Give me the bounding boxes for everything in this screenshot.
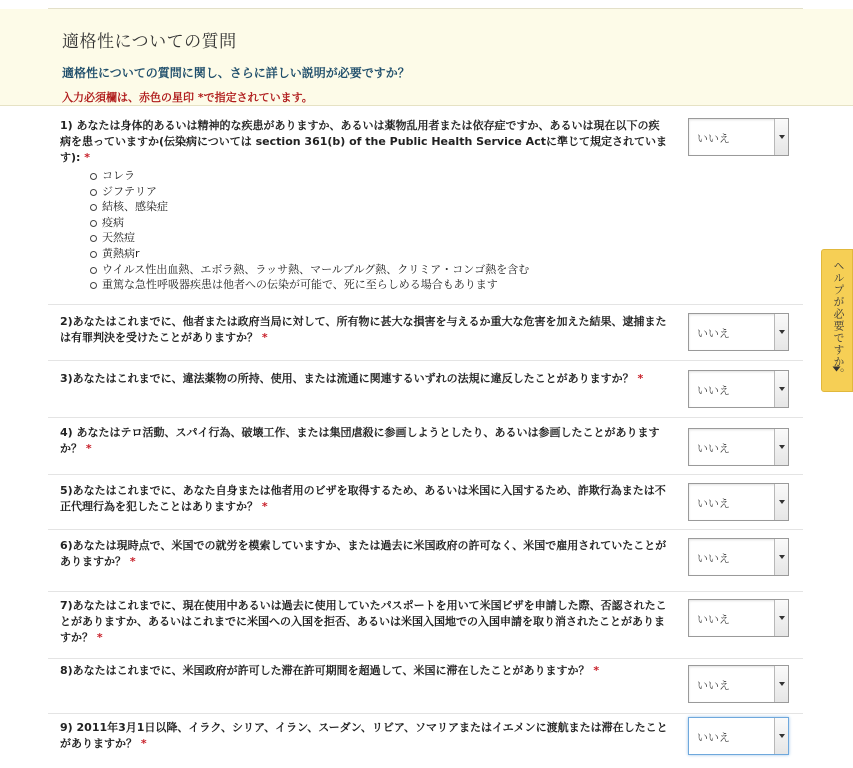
question-label-8: 8)あなたはこれまでに、米国政府が許可した滞在許可期間を超過して、米国に滞在したことがありますか？ bbox=[60, 664, 590, 677]
question-label-5: 5)あなたはこれまでに、あなた自身または他者用のビザを取得するため、あるいは米国に入国するため、詐欺行為または不正代理行為を犯したことはありますか？ bbox=[60, 484, 666, 513]
required-star: * bbox=[261, 500, 268, 513]
question-text-6 bbox=[60, 538, 670, 570]
answer-select-6[interactable] bbox=[688, 538, 789, 576]
question-row-3 bbox=[48, 361, 803, 418]
answer-select-4[interactable] bbox=[688, 428, 789, 466]
section-header bbox=[0, 9, 853, 106]
list-item: 重篤な急性呼吸器疾患は他者への伝染が可能で、死に至らしめる場合もあります bbox=[90, 277, 670, 293]
question-row-7 bbox=[48, 592, 803, 659]
list-item: 結核、感染症 bbox=[90, 199, 670, 215]
caret-icon bbox=[833, 367, 841, 372]
page-title: 適格性についての質問 bbox=[62, 32, 237, 52]
list-item: 疫病 bbox=[90, 215, 670, 231]
question-label-3: 3)あなたはこれまでに、違法薬物の所持、使用、または流通に関連するいずれの法規に違反したことがありますか？ bbox=[60, 372, 634, 385]
question-text-9 bbox=[60, 720, 670, 752]
question-text-3 bbox=[60, 371, 670, 387]
required-field-note: 入力必須欄は、赤色の星印 *で指定されています。 bbox=[62, 91, 313, 104]
help-question-link[interactable]: 適格性についての質問に関し、さらに詳しい説明が必要ですか？ bbox=[62, 66, 410, 80]
answer-select-1[interactable] bbox=[688, 118, 789, 156]
question-label-2: 2)あなたはこれまでに、他者または政府当局に対して、所有物に甚大な損害を与えるか重大な危害を加えた結果、逮捕または有罪判決を受けたことがありますか？ bbox=[60, 315, 667, 344]
answer-select-2[interactable] bbox=[688, 313, 789, 351]
required-star: * bbox=[85, 442, 92, 455]
question-text-7 bbox=[60, 598, 670, 646]
question-text-5 bbox=[60, 483, 670, 515]
help-tab[interactable] bbox=[821, 249, 853, 392]
answer-select-value: いいえ bbox=[697, 327, 730, 340]
answer-select-value: いいえ bbox=[697, 132, 730, 145]
chevron-down-icon[interactable] bbox=[774, 314, 788, 350]
chevron-down-icon[interactable] bbox=[774, 371, 788, 407]
answer-select-value: いいえ bbox=[697, 613, 730, 626]
required-star: * bbox=[593, 664, 600, 677]
question-row-2 bbox=[48, 305, 803, 361]
question-row-8 bbox=[48, 659, 803, 714]
list-item: コレラ bbox=[90, 168, 670, 184]
question-label-9: 9) 2011年3月1日以降、イラク、シリア、イラン、スーダン、リビア、ソマリアまたはイエメンに渡航または滞在したことがありますか？ bbox=[60, 721, 668, 750]
chevron-down-icon[interactable] bbox=[774, 666, 788, 702]
question-label-1: 1) あなたは身体的あるいは精神的な疾患がありますか、あるいは薬物乱用者または依存症ですか、あるいは現在以下の疾病を患っていますか(伝染病については section 361(b) of the Public Health Service Actに準じて規定されています): bbox=[60, 119, 667, 164]
list-item: ウイルス性出血熱、エボラ熱、ラッサ熱、マールブルグ熱、クリミア・コンゴ熱を含む bbox=[90, 262, 670, 278]
answer-select-value: いいえ bbox=[697, 552, 730, 565]
answer-select-value: いいえ bbox=[697, 497, 730, 510]
question-row-6 bbox=[48, 530, 803, 592]
question-row-5 bbox=[48, 475, 803, 530]
question-label-6: 6)あなたは現時点で、米国での就労を模索していますか、または過去に米国政府の許可なく、米国で雇用されていたことがありますか？ bbox=[60, 539, 667, 568]
answer-select-5[interactable] bbox=[688, 483, 789, 521]
chevron-down-icon[interactable] bbox=[774, 600, 788, 636]
answer-select-8[interactable] bbox=[688, 665, 789, 703]
answer-select-value: いいえ bbox=[697, 679, 730, 692]
required-star: * bbox=[140, 737, 147, 750]
answer-select-3[interactable] bbox=[688, 370, 789, 408]
answer-select-9[interactable] bbox=[688, 717, 789, 755]
list-item: 黄熱病r bbox=[90, 246, 670, 262]
chevron-down-icon[interactable] bbox=[774, 429, 788, 465]
chevron-down-icon[interactable] bbox=[774, 119, 788, 155]
chevron-down-icon[interactable] bbox=[774, 539, 788, 575]
answer-select-value: いいえ bbox=[697, 384, 730, 397]
question-row-4 bbox=[48, 418, 803, 475]
chevron-down-icon[interactable] bbox=[774, 484, 788, 520]
answer-select-value: いいえ bbox=[697, 442, 730, 455]
required-star: * bbox=[261, 331, 268, 344]
question-text-8 bbox=[60, 663, 670, 679]
question-text-4 bbox=[60, 425, 670, 457]
question-text-2 bbox=[60, 314, 670, 346]
question-label-7: 7)あなたはこれまでに、現在使用中あるいは過去に使用していたパスポートを用いて米国ビザを申請した際、否認されたことがありますか、あるいはこれまでに米国への入国を拒否、あるいは米国入国地での入国申請を取り消されたことがありますか？ bbox=[60, 599, 667, 644]
required-star: * bbox=[129, 555, 136, 568]
disease-list bbox=[60, 168, 670, 293]
required-star: * bbox=[96, 631, 103, 644]
list-item: ジフテリア bbox=[90, 184, 670, 200]
list-item: 天然痘 bbox=[90, 230, 670, 246]
help-tab-label: ヘルプが必要ですか。 bbox=[832, 260, 845, 380]
question-text-1 bbox=[60, 118, 670, 293]
required-star: * bbox=[84, 151, 91, 164]
question-row-1 bbox=[48, 106, 803, 305]
answer-select-7[interactable] bbox=[688, 599, 789, 637]
question-label-4: 4) あなたはテロ活動、スパイ行為、破壊工作、または集団虐殺に参画しようとしたり、あるいは参画したことがありますか？ bbox=[60, 426, 660, 455]
answer-select-value: いいえ bbox=[697, 731, 730, 744]
question-row-9 bbox=[48, 714, 803, 768]
required-star: * bbox=[637, 372, 644, 385]
chevron-down-icon[interactable] bbox=[774, 718, 788, 754]
